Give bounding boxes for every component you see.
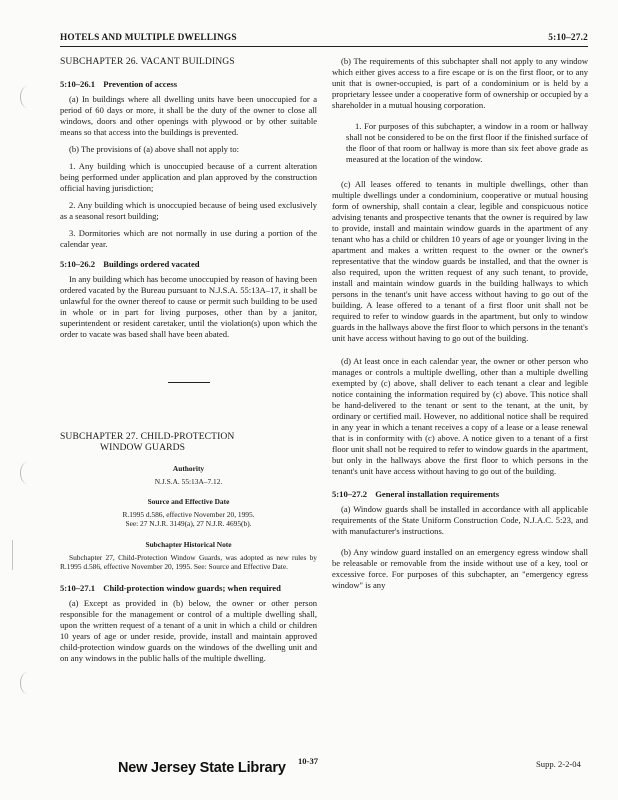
punch-hole-mark	[20, 86, 35, 108]
section-number: 5:10–27.2	[332, 489, 368, 499]
subchapter-27-heading-line2: WINDOW GUARDS	[100, 442, 186, 453]
section-number: 5:10–27.1	[60, 582, 96, 593]
source-line: R.1995 d.586, effective November 20, 1995.	[122, 510, 255, 520]
section-27-2-heading	[332, 489, 588, 500]
paragraph-27-2-a: (a) Window guards shall be installed in accordance with all applicable requirements of the State Uniform Construction Code, N.J.A.C. 5:23, and with manufacturer's instructions.	[332, 504, 588, 536]
paragraph-27-1-c: (c) All leases offered to tenants in multiple dwellings, other than multiple dwellings under a condominium, cooperative or mutual housing form of ownership, shall contain a clear, legible and conspicuous notice advising tenants and prospective tenants that the owner is required by law to provide, install and maintain window guards in the apartment of any tenant who has a child or children 10 years of age or younger living in the apartment and makes a written request to the owner or the owner's representative that the window guards be installed, and that the owner is also required, upon the written request of any such tenant, to provide, install and maintain window guards in the building hallways to which persons in the tenant's unit have access without having to go out of the building. A lease offered to a tenant of a first floor unit shall not be required to refer to window guards in the apartment, but only to window guards in the hallways above the first floor to which persons in the tenant's unit have access without having to go out of the building.	[332, 179, 588, 343]
running-header	[60, 32, 588, 47]
paragraph-26-1-b2: 2. Any building which is unoccupied because of being used exclusively as a seasonal resort building;	[60, 200, 317, 221]
header-section-number: 5:10–27.2	[548, 33, 588, 43]
authority-text: N.J.S.A. 55:13A–7.12.	[154, 477, 223, 486]
section-title: Child-protection window guards; when required	[103, 582, 281, 593]
library-logo-text: New Jersey State Library	[118, 760, 286, 776]
margin-mark	[12, 540, 13, 570]
paragraph-27-1-d: (d) At least once in each calendar year, the owner or other person who manages or controls a multiple dwelling, other than a multiple dwelling exempted by (c) above, shall deliver to each tenant a clear and legible notice containing the information required by (c) above. This notice shall be hand-delivered to the tenant or sent to the tenant, at the unit, by ordinary or certified mail. However, no additional notice shall be required in any year in which a tenant receives a copy of a lease or a lease renewal that is in conformity with (c) above. A notice given to a tenant of a first floor unit shall not be required to refer to window guards in the apartment, but only in the hallways above the first floor to which persons in the tenant's unit have access without having to go out of the building.	[332, 356, 588, 476]
section-divider	[168, 382, 210, 383]
section-number: 5:10–26.2	[60, 259, 96, 269]
historical-note-text: Subchapter 27, Child-Protection Window Guards, was adopted as new rules by R.1995 d.586, effective November 20, 1995. See: Source and Effective Date.	[60, 552, 317, 571]
subchapter-26-heading: SUBCHAPTER 26. VACANT BUILDINGS	[60, 56, 235, 67]
paragraph-26-2: In any building which has become unoccupied by reason of having been ordered vacated by the Bureau pursuant to N.J.S.A. 55:13A–17, it shall be unlawful for the owner thereof to cause or permit such building to be used in whole or in part for living purposes, other than by a janitor, superintendent or resident caretaker, until the violation(s) upon which the order to vacate was based shall have been abated.	[60, 274, 317, 339]
source-text	[60, 510, 317, 528]
paragraph-27-2-b: (b) Any window guard installed on an emergency egress window shall be releasable or removable from the inside without use of a key, tool or excessive force. For purposes of this subchapter, an "emergency egress window" is any	[332, 547, 588, 590]
punch-hole-mark	[20, 462, 35, 484]
paragraph-26-1-b: (b) The provisions of (a) above shall not apply to:	[69, 144, 240, 154]
section-number: 5:10–26.1	[60, 79, 96, 89]
authority-label: Authority	[172, 464, 205, 473]
source-line: See: 27 N.J.R. 3149(a), 27 N.J.R. 4695(b).	[125, 519, 252, 529]
section-27-1-heading	[60, 583, 317, 594]
supplement-date: Supp. 2-2-04	[536, 759, 581, 769]
left-column	[60, 56, 317, 670]
section-title: General installation requirements	[375, 489, 500, 499]
historical-note-label: Subchapter Historical Note	[145, 539, 232, 549]
source-label: Source and Effective Date	[147, 497, 230, 507]
subchapter-27-heading	[60, 431, 317, 453]
paragraph-27-1-b1: 1. For purposes of this subchapter, a window in a room or hallway shall not be considered to be on the first floor if the finished surface of the floor of that room or hallway is more than six feet above grade as measured at the location of the window.	[346, 121, 588, 164]
subchapter-27-heading-line1: SUBCHAPTER 27. CHILD-PROTECTION	[60, 431, 235, 442]
header-title: HOTELS AND MULTIPLE DWELLINGS	[60, 33, 237, 43]
section-26-1-heading	[60, 79, 317, 90]
section-26-2-heading	[60, 259, 317, 270]
paragraph-26-1-b3: 3. Dormitories which are not normally in use during a portion of the calendar year.	[60, 228, 317, 249]
paragraph-27-1-a: (a) Except as provided in (b) below, the owner or other person responsible for the management or control of a multiple dwelling shall, upon the written request of a tenant of a unit in which a child or children 10 years of age or under reside, provide, install and maintain approved child-protection window guards on the windows of the dwelling unit and on any windows in the public halls of the multiple dwelling.	[60, 597, 317, 663]
paragraph-27-1-b: (b) The requirements of this subchapter shall not apply to any window which either gives access to a fire escape or is on the first floor, or to any unit that is owner-occupied, is part of a condominium or is held by a proprietary lessee under a cooperative form of ownership or occupied by a shareholder in a mutual housing corporation.	[332, 56, 588, 110]
paragraph-26-1-a: (a) In buildings where all dwelling units have been unoccupied for a period of 60 days or more, it shall be the duty of the owner to close all windows, doors and other openings with plywood or by other suitable means so that access into the buildings is prevented.	[60, 94, 317, 137]
section-title: Prevention of access	[103, 79, 178, 89]
punch-hole-mark	[20, 672, 35, 694]
right-column	[332, 56, 588, 597]
section-title: Buildings ordered vacated	[103, 259, 200, 269]
paragraph-26-1-b1: 1. Any building which is unoccupied because of a current alteration being performed under application and plan approved by the construction official having jurisdiction;	[60, 161, 317, 193]
page-number: 10-37	[298, 756, 319, 766]
